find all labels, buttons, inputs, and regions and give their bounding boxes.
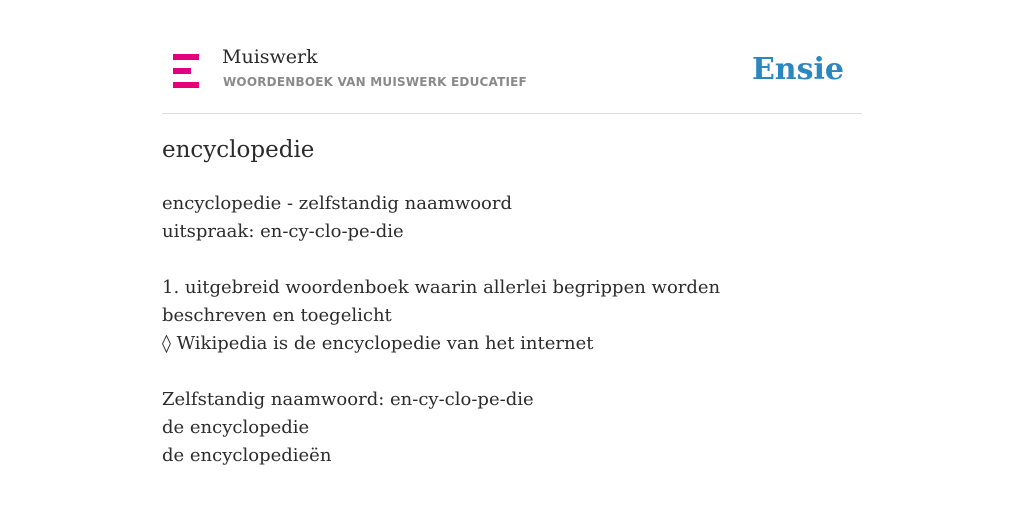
entry-pronunciation: uitspraak: en-cy-clo-pe-die xyxy=(162,221,404,242)
page-title: encyclopedie xyxy=(162,137,315,163)
brand-name[interactable]: Muiswerk xyxy=(222,46,318,68)
brand-subtitle: WOORDENBOEK VAN MUISWERK EDUCATIEF xyxy=(223,75,527,89)
entry-part-of-speech: encyclopedie - zelfstandig naamwoord xyxy=(162,193,513,214)
plural-form: de encyclopedieën xyxy=(162,445,332,466)
grammar-heading: Zelfstandig naamwoord: en-cy-clo-pe-die xyxy=(162,389,534,410)
muiswerk-e-icon[interactable] xyxy=(173,54,201,88)
entry-definition: 1. uitgebreid woordenboek waarin allerlei begrippen worden beschreven en toegelicht xyxy=(162,277,721,326)
ensie-logo[interactable]: Ensie xyxy=(751,52,844,87)
site-header xyxy=(162,40,862,114)
entry-content xyxy=(162,190,822,470)
entry-example: ◊ Wikipedia is de encyclopedie van het internet xyxy=(162,333,594,354)
singular-form: de encyclopedie xyxy=(162,417,310,438)
